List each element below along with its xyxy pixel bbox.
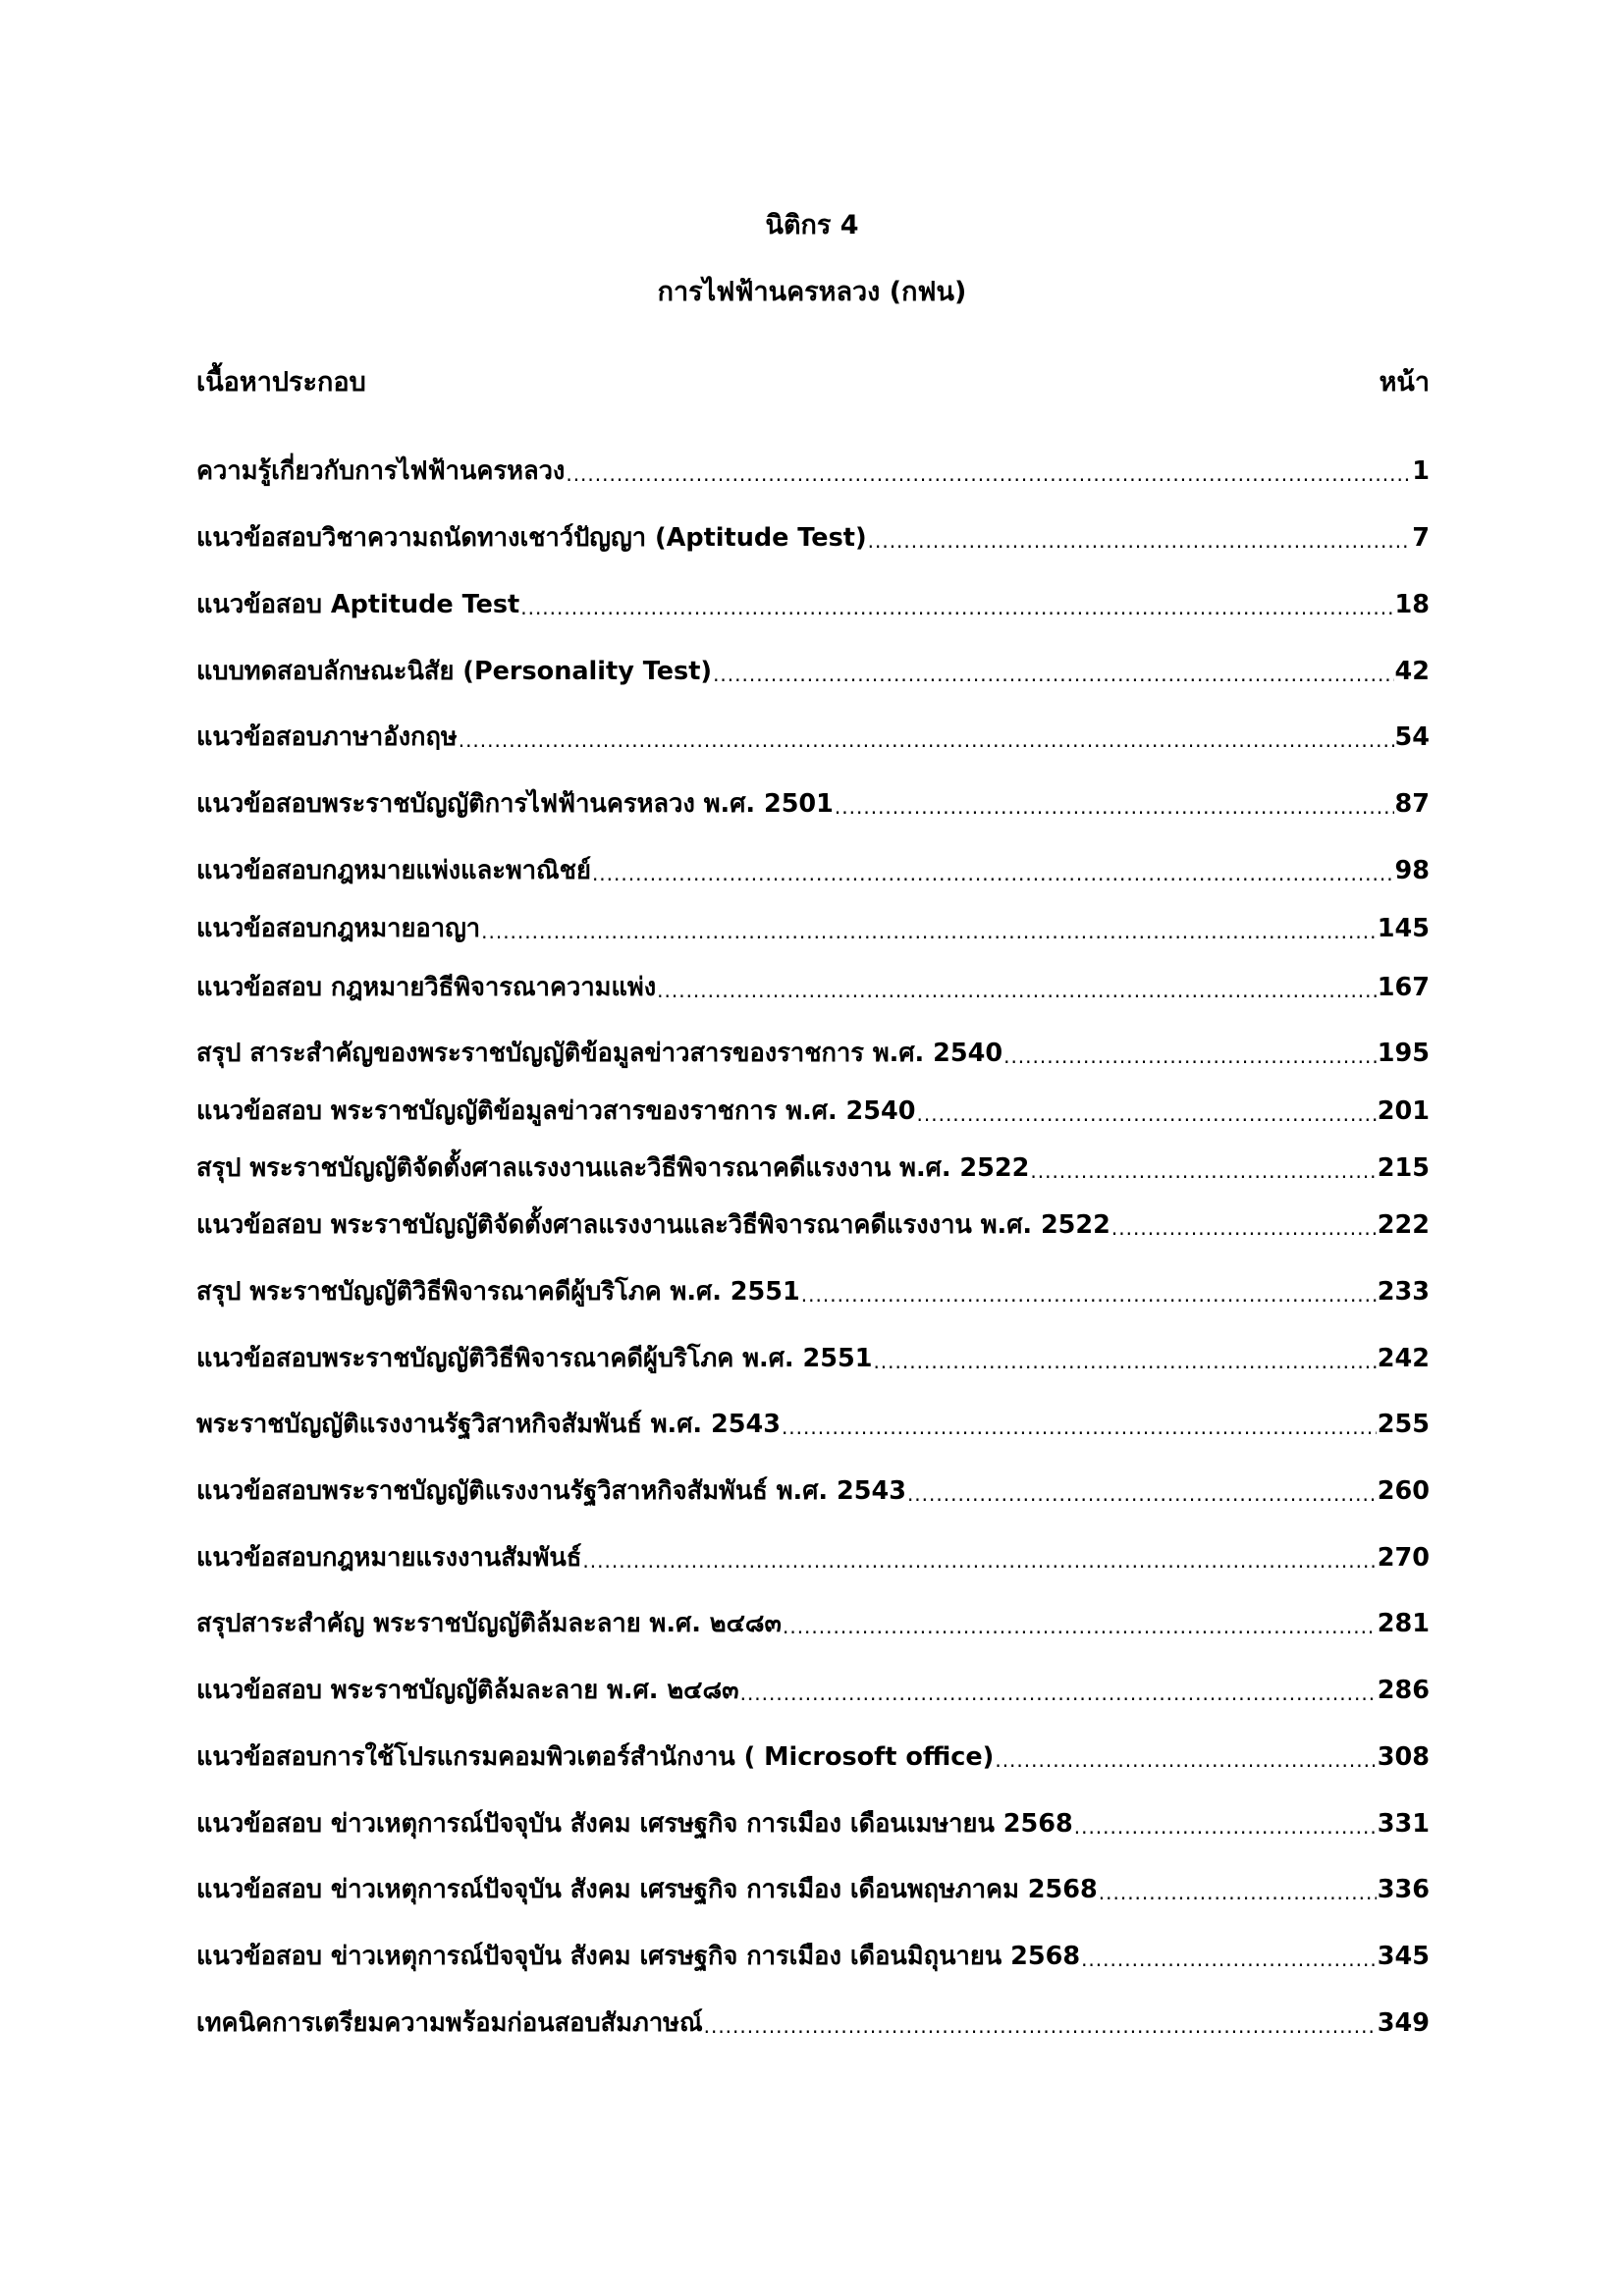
dot-leader: [995, 1737, 1376, 1777]
toc-entry-page: 18: [1394, 590, 1430, 619]
dot-leader: [1074, 1804, 1377, 1843]
toc-entry-title: ความรู้เกี่ยวกับการไฟฟ้านครหลวง: [196, 456, 566, 486]
toc-entry-title: แบบทดสอบลักษณะนิสัย (Personality Test): [196, 657, 713, 686]
toc-entry-page: 336: [1377, 1875, 1430, 1904]
toc-entry-page: 308: [1377, 1742, 1430, 1772]
toc-entry-title: เทคนิคการเตรียมความพร้อมก่อนสอบสัมภาษณ์: [196, 2008, 703, 2038]
toc-entry-title: แนวข้อสอบ กฎหมายวิธีพิจารณาความแพ่ง: [196, 973, 657, 1002]
toc-entry-page: 255: [1377, 1410, 1430, 1439]
toc-entry-page: 286: [1377, 1676, 1430, 1705]
dot-leader: [520, 585, 1393, 624]
toc-entry-title: แนวข้อสอบกฎหมายแรงงานสัมพันธ์: [196, 1543, 582, 1573]
dot-leader: [582, 1538, 1376, 1577]
toc-entry-page: 242: [1377, 1344, 1430, 1373]
toc-entry: [196, 452, 1430, 491]
dot-leader: [917, 1092, 1377, 1131]
toc-entry-page: 145: [1377, 914, 1430, 943]
dot-leader: [1030, 1148, 1376, 1188]
dot-leader: [782, 1405, 1377, 1444]
toc-entry: [196, 1538, 1430, 1577]
toc-entry-page: 98: [1394, 856, 1430, 885]
toc-entry-title: แนวข้อสอบ ข่าวเหตุการณ์ปัจจุบัน สังคม เศรษฐกิจ การเมือง เดือนพฤษภาคม 2568: [196, 1875, 1098, 1904]
dot-leader: [704, 2003, 1377, 2043]
toc-entry: [196, 968, 1430, 1007]
dot-leader: [740, 1671, 1377, 1710]
toc-entry: [196, 1671, 1430, 1710]
toc-entry-title: แนวข้อสอบภาษาอังกฤษ: [196, 722, 458, 752]
toc-entry-title: แนวข้อสอบ ข่าวเหตุการณ์ปัจจุบัน สังคม เศรษฐกิจ การเมือง เดือนมิถุนายน 2568: [196, 1942, 1081, 1971]
dot-leader: [459, 718, 1394, 757]
toc-entry-title: แนวข้อสอบ ข่าวเหตุการณ์ปัจจุบัน สังคม เศรษฐกิจ การเมือง เดือนเมษายน 2568: [196, 1809, 1073, 1839]
toc-entry: [196, 1604, 1430, 1643]
toc-entry-title: สรุป พระราชบัญญัติจัดตั้งศาลแรงงานและวิธีพิจารณาคดีแรงงาน พ.ศ. 2522: [196, 1153, 1030, 1183]
toc-entry: [196, 1405, 1430, 1444]
toc-entry: [196, 851, 1430, 890]
toc-entry-title: แนวข้อสอบพระราชบัญญัติการไฟฟ้านครหลวง พ.ศ. 2501: [196, 789, 834, 819]
dot-leader: [835, 784, 1394, 824]
toc-entry: [196, 2003, 1430, 2043]
toc-entry-title: แนวข้อสอบ Aptitude Test: [196, 590, 520, 619]
toc-entry: [196, 718, 1430, 757]
toc-entry-title: แนวข้อสอบกฎหมายแพ่งและพาณิชย์: [196, 856, 591, 885]
toc-entry-page: 281: [1377, 1609, 1430, 1638]
toc-entry-page: 260: [1377, 1476, 1430, 1506]
toc-entry-title: พระราชบัญญัติแรงงานรัฐวิสาหกิจสัมพันธ์ พ.ศ. 2543: [196, 1410, 781, 1439]
toc-entry: [196, 1937, 1430, 1976]
dot-leader: [783, 1604, 1377, 1643]
toc-entry-title: แนวข้อสอบ พระราชบัญญัติจัดตั้งศาลแรงงานและวิธีพิจารณาคดีแรงงาน พ.ศ. 2522: [196, 1210, 1110, 1240]
page-column-label: หน้า: [1379, 367, 1430, 398]
toc-entry: [196, 652, 1430, 691]
toc-entry-title: แนวข้อสอบกฎหมายอาญา: [196, 914, 481, 943]
dot-leader: [1003, 1034, 1377, 1073]
toc-entry: [196, 1205, 1430, 1245]
toc-entry: [196, 1092, 1430, 1131]
dot-leader: [481, 909, 1377, 948]
toc-entry-page: 201: [1377, 1096, 1430, 1126]
toc-entry-title: แนวข้อสอบ พระราชบัญญัติล้มละลาย พ.ศ. ๒๔๘๓: [196, 1676, 739, 1705]
document-subtitle: การไฟฟ้านครหลวง (กฟน): [657, 277, 967, 307]
toc-entry-title: สรุปสาระสำคัญ พระราชบัญญัติล้มละลาย พ.ศ. ๒๔๘๓: [196, 1609, 782, 1638]
toc-entry-title: แนวข้อสอบวิชาความถนัดทางเชาว์ปัญญา (Aptitude Test): [196, 523, 867, 553]
toc-entry-page: 42: [1394, 657, 1430, 686]
toc-entry-page: 215: [1377, 1153, 1430, 1183]
dot-leader: [1081, 1937, 1377, 1976]
toc-entry: [196, 1804, 1430, 1843]
toc-entry: [196, 1471, 1430, 1511]
toc-entry-title: สรุป สาระสำคัญของพระราชบัญญัติข้อมูลข่าวสารของราชการ พ.ศ. 2540: [196, 1039, 1003, 1068]
dot-leader: [1099, 1870, 1377, 1909]
toc-entry-page: 195: [1377, 1039, 1430, 1068]
toc-entry-page: 87: [1394, 789, 1430, 819]
dot-leader: [592, 851, 1394, 890]
toc-entry: [196, 518, 1430, 558]
contents-label: เนื้อหาประกอบ: [196, 367, 366, 398]
dot-leader: [907, 1471, 1377, 1511]
toc-entry-page: 331: [1377, 1809, 1430, 1839]
toc-entry-page: 270: [1377, 1543, 1430, 1573]
toc-entry-title: แนวข้อสอบพระราชบัญญัติแรงงานรัฐวิสาหกิจสัมพันธ์ พ.ศ. 2543: [196, 1476, 906, 1506]
toc-entry: [196, 1870, 1430, 1909]
toc-entry-title: แนวข้อสอบการใช้โปรแกรมคอมพิวเตอร์สำนักงาน ( Microsoft office): [196, 1742, 995, 1772]
dot-leader: [801, 1272, 1377, 1311]
toc-entry-page: 345: [1377, 1942, 1430, 1971]
dot-leader: [566, 452, 1411, 491]
toc-entry: [196, 1272, 1430, 1311]
toc-entry-page: 233: [1377, 1277, 1430, 1307]
dot-leader: [1111, 1205, 1377, 1245]
dot-leader: [873, 1339, 1376, 1378]
toc-entry: [196, 1034, 1430, 1073]
dot-leader: [713, 652, 1393, 691]
toc-entry: [196, 1737, 1430, 1777]
document-title: นิติกร 4: [765, 210, 859, 240]
dot-leader: [868, 518, 1412, 558]
toc-entry: [196, 1148, 1430, 1188]
toc-header: [196, 363, 1430, 402]
toc-entry-page: 349: [1377, 2008, 1430, 2038]
toc-entry-page: 1: [1412, 456, 1430, 486]
toc-entry-title: สรุป พระราชบัญญัติวิธีพิจารณาคดีผู้บริโภค พ.ศ. 2551: [196, 1277, 800, 1307]
dot-leader: [657, 968, 1377, 1007]
toc-entry: [196, 1339, 1430, 1378]
toc-entry-title: แนวข้อสอบ พระราชบัญญัติข้อมูลข่าวสารของราชการ พ.ศ. 2540: [196, 1096, 916, 1126]
toc-entry: [196, 909, 1430, 948]
toc-entry-title: แนวข้อสอบพระราชบัญญัติวิธีพิจารณาคดีผู้บริโภค พ.ศ. 2551: [196, 1344, 873, 1373]
toc-entry-page: 54: [1394, 722, 1430, 752]
toc-entry: [196, 585, 1430, 624]
toc-entry: [196, 784, 1430, 824]
toc-entry-page: 222: [1377, 1210, 1430, 1240]
toc-entry-page: 7: [1412, 523, 1430, 553]
toc-entry-page: 167: [1377, 973, 1430, 1002]
